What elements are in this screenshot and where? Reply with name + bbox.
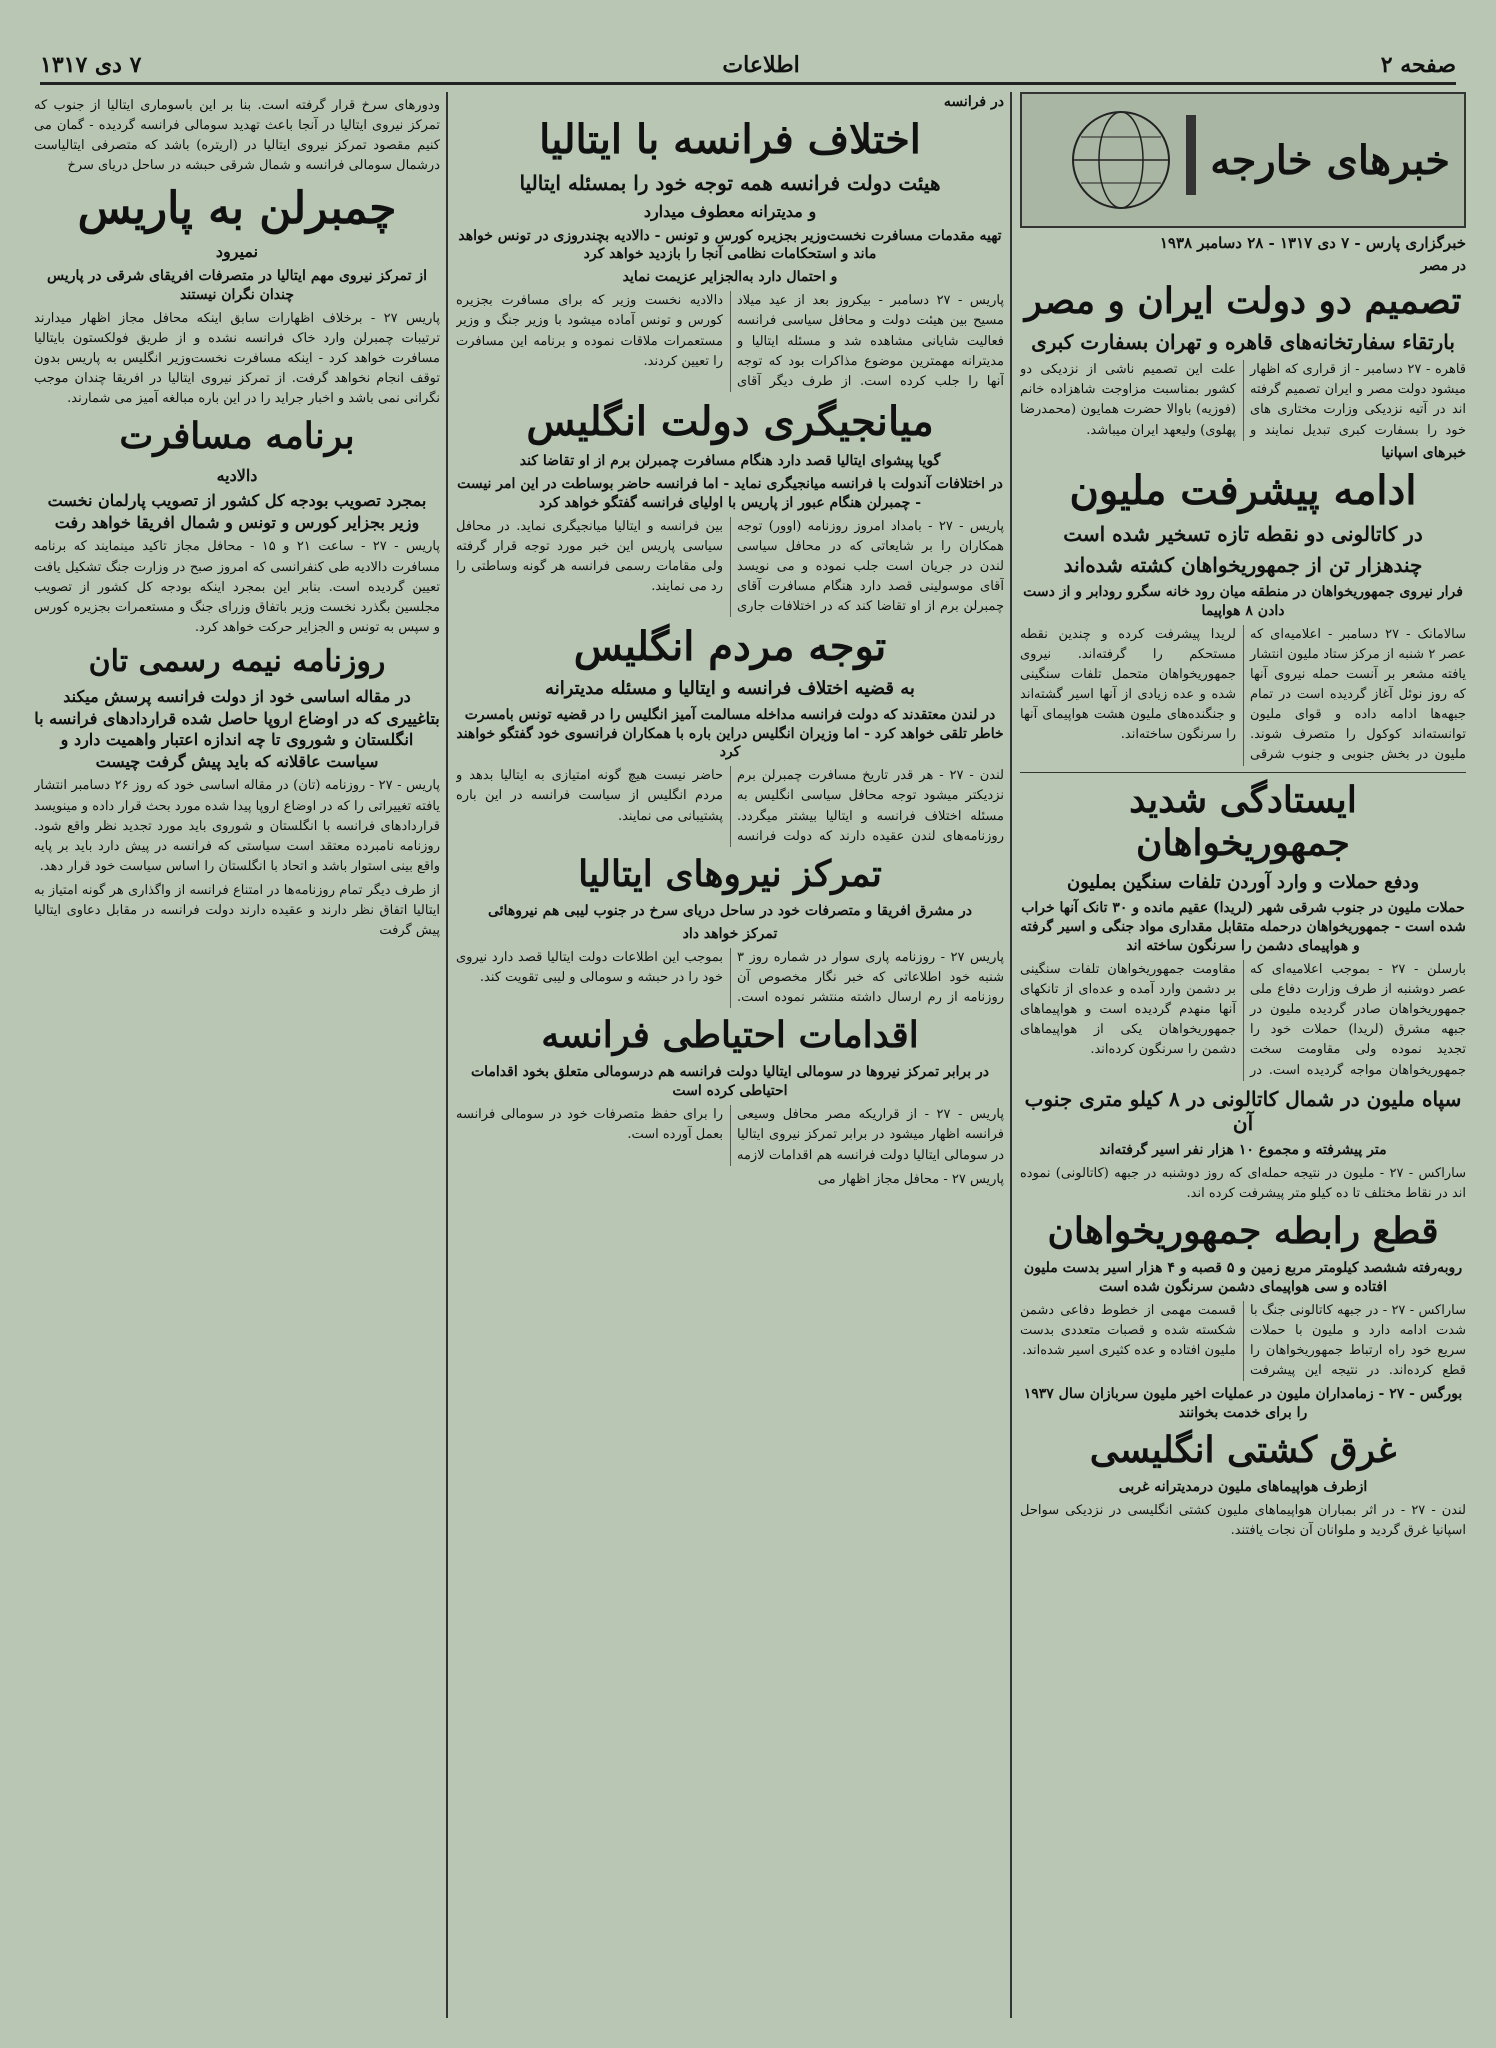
conscription-note: بورگس - ۲۷ - زمامداران ملیون در عملیات اخیر ملیون سربازان سال ۱۹۳۷ را برای خدمت بخوانند [1023,1386,1463,1422]
issue-date: ۷ دی ۱۳۱۷ [40,52,142,78]
chamberlain-article: پاریس ۲۷ - برخلاف اظهارات سابق اینکه محافل مجاز اظهار میدارند ترتیبات چمبرلن وارد خاک فرانسه نشده و از طریق فولکستون بایتالیا مسافرت خواهد کرد - اینکه مسافرت نخست‌وزیر انگلیس به پاریس بدون توقف انجام نخواهد گرفت. از تمرکز نیروی ایتالیا در افریقا چندان موجب نگرانی نمی باشد و اخبار جراید را در این باره مبالغه آمیز می شمارند. [34,310,440,407]
mediation-subheadline-1: گویا پیشوای ایتالیا قصد دارد هنگام مسافرت چمبرلن برم از او تقاضا کند [519,452,941,469]
banner-title: خبرهای خارجه [1210,136,1450,184]
milion-subheadline-2: چندهزار تن از جمهوریخواهان کشته شده‌اند [1063,552,1423,577]
egypt-article: قاهره - ۲۷ دسامبر - از قراری که اظهار میشود دولت مصر و ایران تصمیم گرفته اند در آتیه نزدیکی وزارت مختاری های خود را بسفارت کبری تبدیل نمایند و علت این تصمیم ناشی از نزدیکی دو کشور بمناسبت مزاوجت شاهزاده خانم (فوزیه) باوالا حضرت همایون (محمدرضا پهلوی) ولیعهد ایران میباشد. [1020,362,1466,438]
program-subheadline-1: دالادیه [216,465,258,485]
cut-article: ساراکس - ۲۷ - در جبهه کاتالونی جنگ با شدت ادامه دارد و ملیون با حملات سریع خود راه ارتباط جمهوریخواهان را قطع کرده‌اند. در نتیجه این پیشرفت قسمت مهمی از خطوط دفاعی دشمن شکسته شده و قصبات متعددی بدست ملیون افتاده و عده کثیری اسیر شده‌اند. [1020,1302,1466,1379]
temps-subheadline: در مقاله اساسی خود از دولت فرانسه پرسش میکند بتاغییری که در اوضاع اروپا حاصل شده قراردادهای فرانسه با انگلستان و شوروی تا چه اندازه اعتبار واهمیت دارد و سیاست عاقلانه که باید پیش گرفت چیست [34,687,440,771]
egypt-subheadline: بارتقاء سفارتخانه‌های قاهره و تهران بسفارت کبری [1031,330,1455,355]
program-headline: برنامه مسافرت [119,415,355,458]
mediation-subheadline-2: در اختلافات آندولت با فرانسه میانجیگری نماید - اما فرانسه حاضر بوساطت در این امر نیست - چمبرلن هنگام عبور از پاریس با اولیای فرانسه گفتگو خواهد کرد [457,475,1003,511]
foreign-news-column [1020,92,1466,2018]
mediation-headline: میانجیگری دولت انگلیس [526,397,934,445]
foreign-news-banner [1020,92,1466,228]
dispute-subheadline-1: هیئت دولت فرانسه همه توجه خود را بمسئله ایتالیا [519,171,941,195]
resist-headline: ایستادگی شدید جمهوریخواهان [1129,778,1357,864]
milion-subheadline-1: در کاتالونی دو نقطه تازه تسخیر شده است [1063,521,1423,546]
precaution-subheadline: در برابر تمرکز نیروها در سومالی ایتالیا دولت فرانسه هم درسومالی متعلق بخود اقدامات احتیاطی کرده است [470,1064,990,1100]
column-rule [446,92,448,2018]
ship-headline: غرق کشتی انگلیسی [1089,1429,1397,1472]
precaution-footer: پاریس ۲۷ - محافل مجاز اظهار می [817,1171,1004,1187]
dispute-headline: اختلاف فرانسه با ایتالیا [539,116,921,163]
divider [1020,772,1466,773]
army-subheadline: متر پیشرفته و مجموع ۱۰ هزار نفر اسیر گرفته‌اند [1099,1141,1387,1158]
dispute-subheadline-2: و مدیترانه معطوف میدارد [643,202,817,221]
egypt-headline: تصمیم دو دولت ایران و مصر [1024,280,1462,322]
temps-headline: روزنامه نیمه رسمی تان [88,644,386,680]
cut-subheadline: روبه‌رفته ششصد کیلومتر مربع زمین و ۵ قصبه و ۴ هزار اسیر بدست ملیون افتاده و سی هواپیمای دشمن سرنگون شده است [1023,1260,1463,1295]
precaution-article: پاریس - ۲۷ - از قراریکه مصر محافل وسیعی فرانسه اظهار میشود در برابر تمرکز نیروی ایتالیا در سومالی ایتالیا دولت فرانسه هم اقدامات لازمه را برای حفظ متصرفات خود در سومالی فرانسه بعمل آورده است. [456,1107,1004,1163]
final-paragraph: از طرف دیگر تمام روزنامه‌ها در امتناع فرانسه از واگذاری هر گونه امتیاز به ایتالیا اتفاق نظر دارند و عقیده دارند دولت فرانسه در مقابل دعاوی ایتالیا پیش گرفت [34,883,440,939]
dispute-subheadline-3: تهیه مقدمات مسافرت نخست‌وزیر بجزیره کورس و تونس - دالادیه بچندروزی در تونس خواهد ماند و استحکامات نظامی آنجا را بازدید خواهد کرد [458,227,1002,263]
paper-title: اطلاعات [722,52,800,78]
concentration-headline: تمرکز نیروهای ایتالیا [578,852,882,895]
milion-headline: ادامه پیشرفت ملیون [1069,466,1417,514]
agency-dateline: خبرگزاری پارس - ۷ دی ۱۳۱۷ - ۲۸ دسامبر ۱۹۳۸ [1159,234,1466,252]
attention-subheadline-1: به قضیه اختلاف فرانسه و ایتالیا و مسئله مدیترانه [545,678,915,700]
ship-article: لندن - ۲۷ - در اثر بمباران هواپیماهای ملیون کشتی انگلیسی در نزدیکی سواحل اسپانیا غرق گردید و ملوانان آن نجات یافتند. [1020,1503,1466,1539]
spain-label: خبرهای اسپانیا [1381,444,1466,461]
milion-subheadline-3: فرار نیروی جمهوریخواهان در منطقه میان رود خانه سگرو رودابر و از دست دادن ۸ هواپیما [1023,583,1463,619]
resist-subheadline-2: حملات ملیون در جنوب شرقی شهر (لریدا) عقیم مانده و ۳۰ تانک آنها خراب شده است - جمهوریخواهان درحمله متقابل مقداری مواد جنگی و اسیر گرفته و هواپیمای دشمن را سرنگون ساخته اند [1020,900,1466,954]
temps-article: پاریس - ۲۷ - روزنامه (تان) در مقاله اساسی خود که روز ۲۶ دسامبر انتشار یافته تغییراتی را که در اوضاع اروپا پیدا شده مورد بحث قرار داده و مینویسد قراردادهای فرانسه با انگلستان و شوروی باید مورد تجدید نظر واقع شود. روزنامه نامبرده معتقد است سیاستی که فرانسه در پیش دارد باید بر پایه واقع بینی استوار باشد و اتحاد با انگلستان را اساس سیاست خود قرار دهد. [34,778,440,875]
precaution-headline: اقدامات احتیاطی فرانسه [541,1014,919,1057]
army-headline: سپاه ملیون در شمال کاتالونی در ۸ کیلو مترى جنوب آن [1024,1086,1462,1135]
attention-article: لندن - ۲۷ - هر قدر تاریخ مسافرت چمبرلن برم نزدیکتر میشود توجه محافل سیاسی انگلیس به مسئله اختلاف فرانسه و ایتالیا بیشتر میگردد. روزنامه‌های لندن عقیده دارند که دولت فرانسه حاضر نیست هیچ گونه امتیازی به ایتالیا بدهد و مردم انگلیس از سیاست فرانسه در این باره پشتیبانی می نمایند. [456,768,1004,844]
mediation-article: پاریس - ۲۷ - بامداد امروز روزنامه (اوور) توجه همکاران را بر شایعاتی که در محافل سیاسی لندن در جریان است جلب نموده و می نویسد آقای موسولینی قصد دارد هنگام مسافرت آقای چمبرلن برم از او تقاضا کند که در اختلافات جاری بین فرانسه و ایتالیا میانجیگری نماید. در محافل سیاسی پاریس این خبر مورد توجه قرار گرفته ولی مقامات رسمی فرانسه هر گونه وساطتی را رد می نمایند. [456,518,1004,615]
program-subheadline-2: بمجرد تصویب بودجه کل کشور از تصویب پارلمان نخست وزیر بجزایر کورس و تونس و شمال افریقا خواهد رفت [47,491,427,532]
chamberlain-headline: چمبرلن به پاریس [77,182,397,234]
concentration-subheadline-1: در مشرق افریقا و متصرفات خود در ساحل دریای سرخ در جنوب لیبی هم نیروهائی [487,903,972,920]
continued-article: ودورهای سرخ قرار گرفته است. بنا بر این باسوماری ایتالیا از جنوب که تمرکز نیروی ایتالیا در آنجا باعث تهدید سومالی فرانسه گردیده - گمان می کنیم مقصود تمرکز نیروی ایتالیا در (اریتره) باشد که متصرفی ایتالیاست درشمال سومالی فرانسه و شمال شرقی حبشه در ساحل دریای سرخ [34,98,440,174]
attention-headline: توجه مردم انگلیس [573,623,887,671]
chamberlain-subheadline-2: از تمرکز نیروی مهم ایتالیا در متصرفات افریقای شرقی در پاریس چندان نگران نیستند [46,267,428,303]
chamberlain-subheadline-1: نمیرود [215,242,259,262]
resist-article: بارسلن - ۲۷ - بموجب اعلامیه‌ای که عصر دوشنبه از طرف وزارت دفاع ملی جمهوریخواهان صادر گردیده ملیون در جبهه مشرق (لریدا) حملات خود را تجدید نموده ولی مقاومت سخت جمهوریخواهان مواجه گردیده است. در مقاومت جمهوریخواهان تلفات سنگینی بر دشمن وارد آمده و عده‌ای از تانکهای آنها منهدم گردیده است و هواپیماهای جمهوریخواهان یکی از هواپیماهای دشمن را سرنگون کرده‌اند. [1020,961,1466,1078]
concentration-subheadline-2: تمرکز خواهد داد [682,925,778,942]
concentration-article: پاریس ۲۷ - روزنامه پاری سوار در شماره روز ۳ شنبه خود اطلاعاتی که خبر نگار مخصوص آن روزنامه از رم ارسال داشته منتشر نموده است. بموجب این اطلاعات دولت ایتالیا قصد دارد نیروی خود را در حبشه و سومالی و لیبی تقویت کند. [456,949,1004,1006]
cut-headline: قطع رابطه جمهوریخواهان [1047,1209,1439,1252]
program-article: پاریس - ۲۷ - ساعت ۲۱ و ۱۵ - محافل مجاز تاکید مینمایند که برنامه مسافرت دالادیه طی کنفرانسی که امروز صبح در وزارت جنگ تشکیل یافت تعیین گردیده است. بنابر این بمجرد اینکه بودجه کل کشور از تصویب مجلسین بگذرد نخست وزیر باتفاق وزرای جنگ و مستعمرات بجزیره کورس و سپس به تونس و الجزایر حرکت خواهد کرد. [34,539,440,635]
france-label: در فرانسه [943,94,1004,110]
resist-subheadline-1: ودفع حملات و وارد آوردن تلفات سنگین بملیون [1066,871,1420,893]
ship-subheadline: ازطرف هواپیماهای ملیون درمدیترانه غربی [1118,1479,1368,1496]
france-italy-column [456,92,1004,2018]
globe-illustration-icon [1036,105,1206,215]
left-column [34,92,440,2018]
dispute-article: پاریس - ۲۷ دسامبر - بیکروز بعد از عید میلاد مسیح بین هیئت دولت و محافل سیاسی فرانسه فعالیت شایانی مشاهده شد و مسئله ایتالیا و مدیترانه مهمترین موضوع مذاکرات بود که توجه آنها را جلب کرده است. از طرف دیگر آقای دالادیه نخست وزیر که برای مسافرت بجزیره کورس و تونس آماده میشود با وزیر جنگ و وزیر مستعمرات ملاقات نموده و برنامه این مسافرت را تعیین کردند. [456,293,1004,389]
column-rule [1010,92,1012,2018]
milion-article: سالامانک - ۲۷ دسامبر - اعلامیه‌ای که عصر ۲ شنبه از مرکز ستاد ملیون انتشار یافته مشعر بر آنست حمله نیروی آنها که روز نوئل آغاز گردیده است در تمام جبهه‌ها ادامه داده و قوای ملیون توانسته‌اند کوکول را متصرف شوند. ملیون در بخش جنوبی و جنوب شرقی لریدا پیشرفت کرده و چندین نقطه مستحکم را گرفته‌اند. نیروی جمهوریخواهان متحمل تلفات سنگینی شده و عده زیادی از آنها اسیر گشته‌اند و جنگنده‌های ملیون هشت هواپیمای آنها را سرنگون ساخته‌اند. [1020,626,1466,763]
attention-subheadline-2: در لندن معتقدند که دولت فرانسه مداخله مسالمت آمیز انگلیس را در قضیه تونس بامسرت خاطر تلقی خواهد کرد - اما وزیران انگلیس دراین باره با همکاران فرانسوی خود گفتگو خواهند کرد [456,706,1004,761]
egypt-label: در مصر [1420,258,1466,274]
page-number: صفحه ۲ [1380,52,1456,78]
dispute-subheadline-4: و احتمال دارد به‌الجزایر عزیمت نماید [622,269,838,286]
army-article: ساراکس - ۲۷ - ملیون در نتیجه حمله‌ای که روز دوشنبه در جبهه (کاتالونی) نموده اند در نقاط مختلف تا ده کیلو متر پیشرفت کرده اند. [1020,1165,1466,1201]
masthead [40,48,1456,85]
